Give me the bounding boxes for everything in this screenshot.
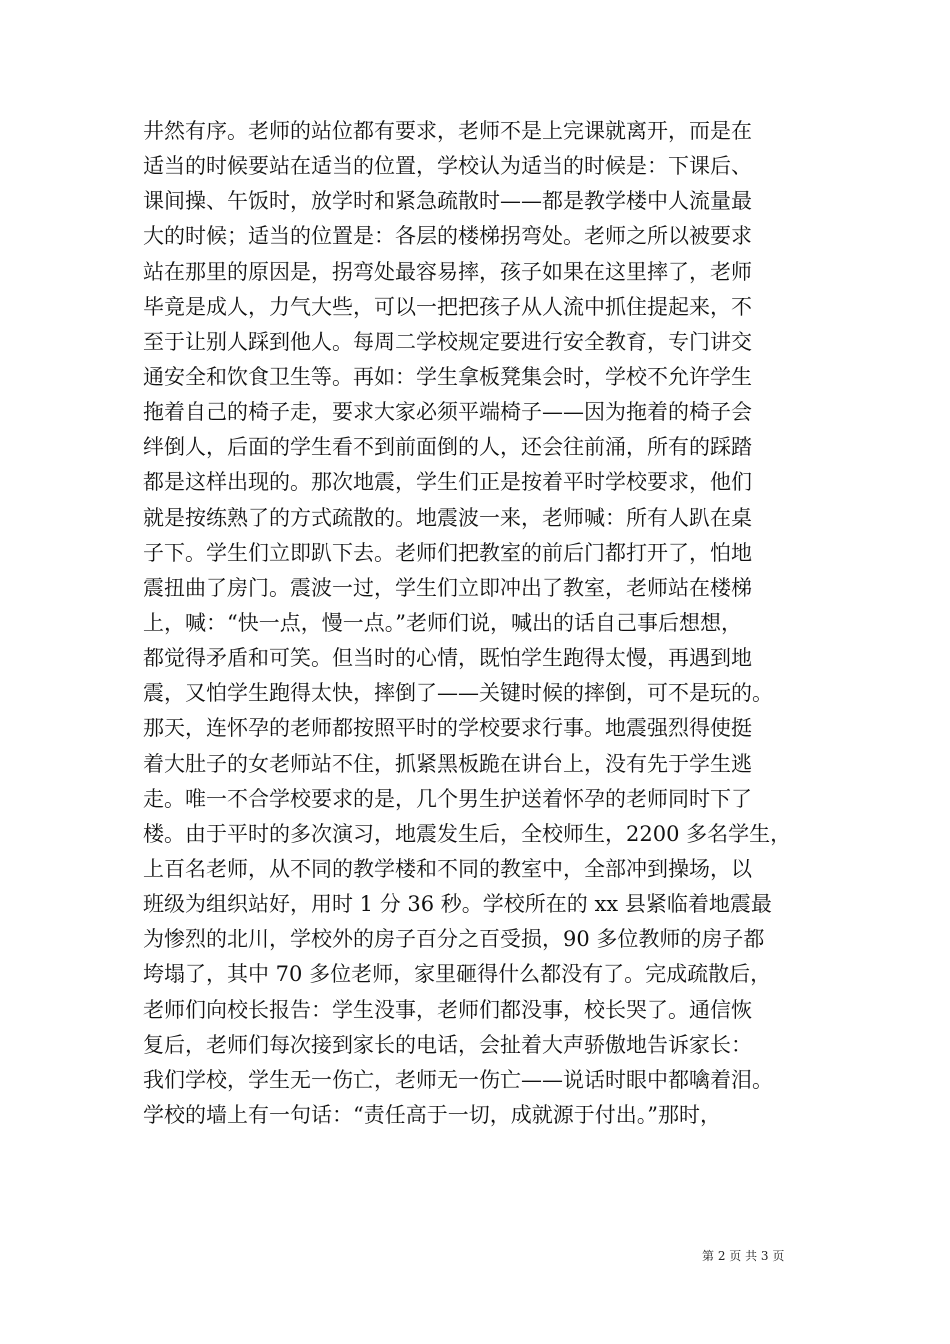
text-line: 复后，老师们每次接到家长的电话，会扯着大声骄傲地告诉家长： — [143, 1032, 752, 1057]
text-line: 子下。学生们立即趴下去。老师们把教室的前后门都打开了，怕地 — [143, 540, 752, 565]
text-line: 上百名老师，从不同的教学楼和不同的教室中，全部冲到操场，以 — [143, 856, 752, 881]
text-line: 拖着自己的椅子走，要求大家必须平端椅子——因为拖着的椅子会 — [143, 400, 752, 425]
text-line: 都是这样出现的。那次地震，学生们正是按着平时学校要求，他们 — [143, 470, 752, 495]
text-line: 毕竟是成人，力气大些，可以一把把孩子从人流中抓住提起来，不 — [143, 294, 752, 319]
text-line: 垮塌了，其中 70 多位老师，家里砸得什么都没有了。完成疏散后， — [143, 962, 772, 987]
text-line: 课间操、午饭时，放学时和紧急疏散时——都是教学楼中人流量最 — [143, 189, 752, 214]
text-line: 走。唯一不合学校要求的是，几个男生护送着怀孕的老师同时下了 — [143, 786, 752, 811]
text-line: 上，喊：“快一点，慢一点。”老师们说，喊出的话自己事后想想， — [143, 610, 742, 635]
text-line: 那天，连怀孕的老师都按照平时的学校要求行事。地震强烈得使挺 — [143, 716, 752, 741]
text-line: 老师们向校长报告：学生没事，老师们都没事，校长哭了。通信恢 — [143, 997, 752, 1022]
text-line: 大的时候；适当的位置是：各层的楼梯拐弯处。老师之所以被要求 — [143, 224, 752, 249]
text-line: 井然有序。老师的站位都有要求，老师不是上完课就离开，而是在 — [143, 119, 752, 143]
text-line: 绊倒人，后面的学生看不到前面倒的人，还会往前涌，所有的踩踏 — [143, 435, 752, 460]
text-line: 我们学校，学生无一伤亡，老师无一伤亡——说话时眼中都噙着泪。 — [143, 1067, 773, 1092]
text-line: 就是按练熟了的方式疏散的。地震波一来，老师喊：所有人趴在桌 — [143, 505, 752, 530]
text-line: 站在那里的原因是，拐弯处最容易摔，孩子如果在这里摔了，老师 — [143, 259, 752, 284]
text-line: 班级为组织站好，用时 1 分 36 秒。学校所在的 xx 县紧临着地震最 — [143, 892, 772, 917]
text-line: 震，又怕学生跑得太快，摔倒了——关键时候的摔倒，可不是玩的。 — [143, 681, 773, 706]
text-line: 着大肚子的女老师站不住，抓紧黑板跪在讲台上，没有先于学生逃 — [143, 751, 752, 776]
text-line: 震扭曲了房门。震波一过，学生们立即冲出了教室，老师站在楼梯 — [143, 575, 752, 600]
text-line: 楼。由于平时的多次演习，地震发生后，全校师生，2200 多名学生， — [143, 821, 792, 846]
page-number-footer: 第 2 页 共 3 页 — [702, 1249, 785, 1263]
text-line: 至于让别人踩到他人。每周二学校规定要进行安全教育，专门讲交 — [143, 329, 752, 354]
text-line: 学校的墙上有一句话：“责任高于一切，成就源于付出。”那时， — [143, 1102, 721, 1127]
text-line: 都觉得矛盾和可笑。但当时的心情，既怕学生跑得太慢，再遇到地 — [143, 646, 752, 671]
text-line: 通安全和饮食卫生等。再如：学生拿板凳集会时，学校不允许学生 — [143, 364, 752, 389]
body-paragraph — [143, 114, 833, 1133]
text-line: 适当的时候要站在适当的位置，学校认为适当的时候是：下课后、 — [143, 154, 752, 179]
text-line: 为惨烈的北川，学校外的房子百分之百受损，90 多位教师的房子都 — [143, 927, 765, 952]
